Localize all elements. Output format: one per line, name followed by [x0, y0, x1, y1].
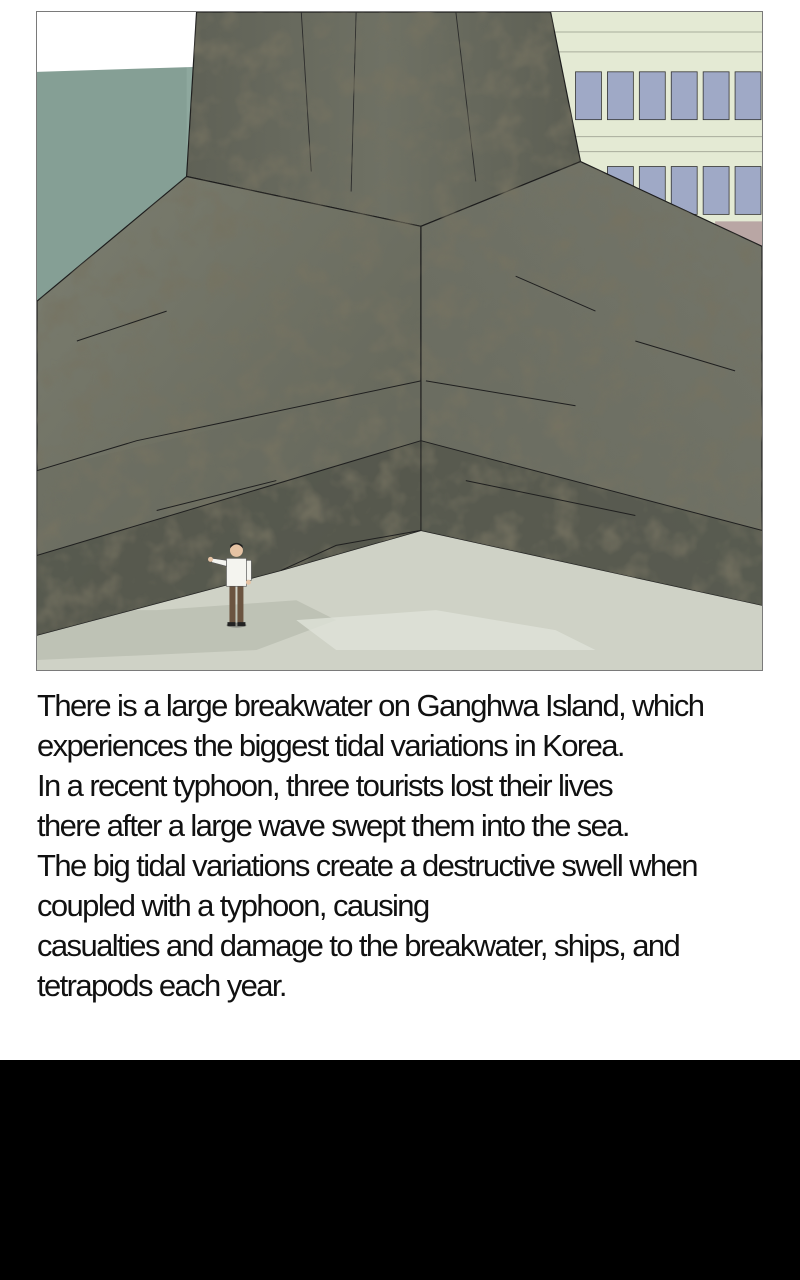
black-bottom-band	[0, 1060, 800, 1280]
caption-line: The big tidal variations create a destructive swell when	[37, 848, 697, 883]
comic-panel	[36, 11, 763, 671]
caption-line: coupled with a typhoon, causing	[37, 888, 429, 923]
caption-line: there after a large wave swept them into the sea.	[37, 808, 629, 843]
caption-line: experiences the biggest tidal variations in Korea.	[37, 728, 624, 763]
breakwater-illustration	[37, 12, 762, 670]
caption-line: In a recent typhoon, three tourists lost their lives	[37, 768, 613, 803]
caption-line: casualties and damage to the breakwater, ships, and	[37, 928, 680, 963]
caption-text	[37, 686, 787, 1006]
caption-line: There is a large breakwater on Ganghwa Island, which	[37, 688, 704, 723]
caption-line: tetrapods each year.	[37, 968, 286, 1003]
